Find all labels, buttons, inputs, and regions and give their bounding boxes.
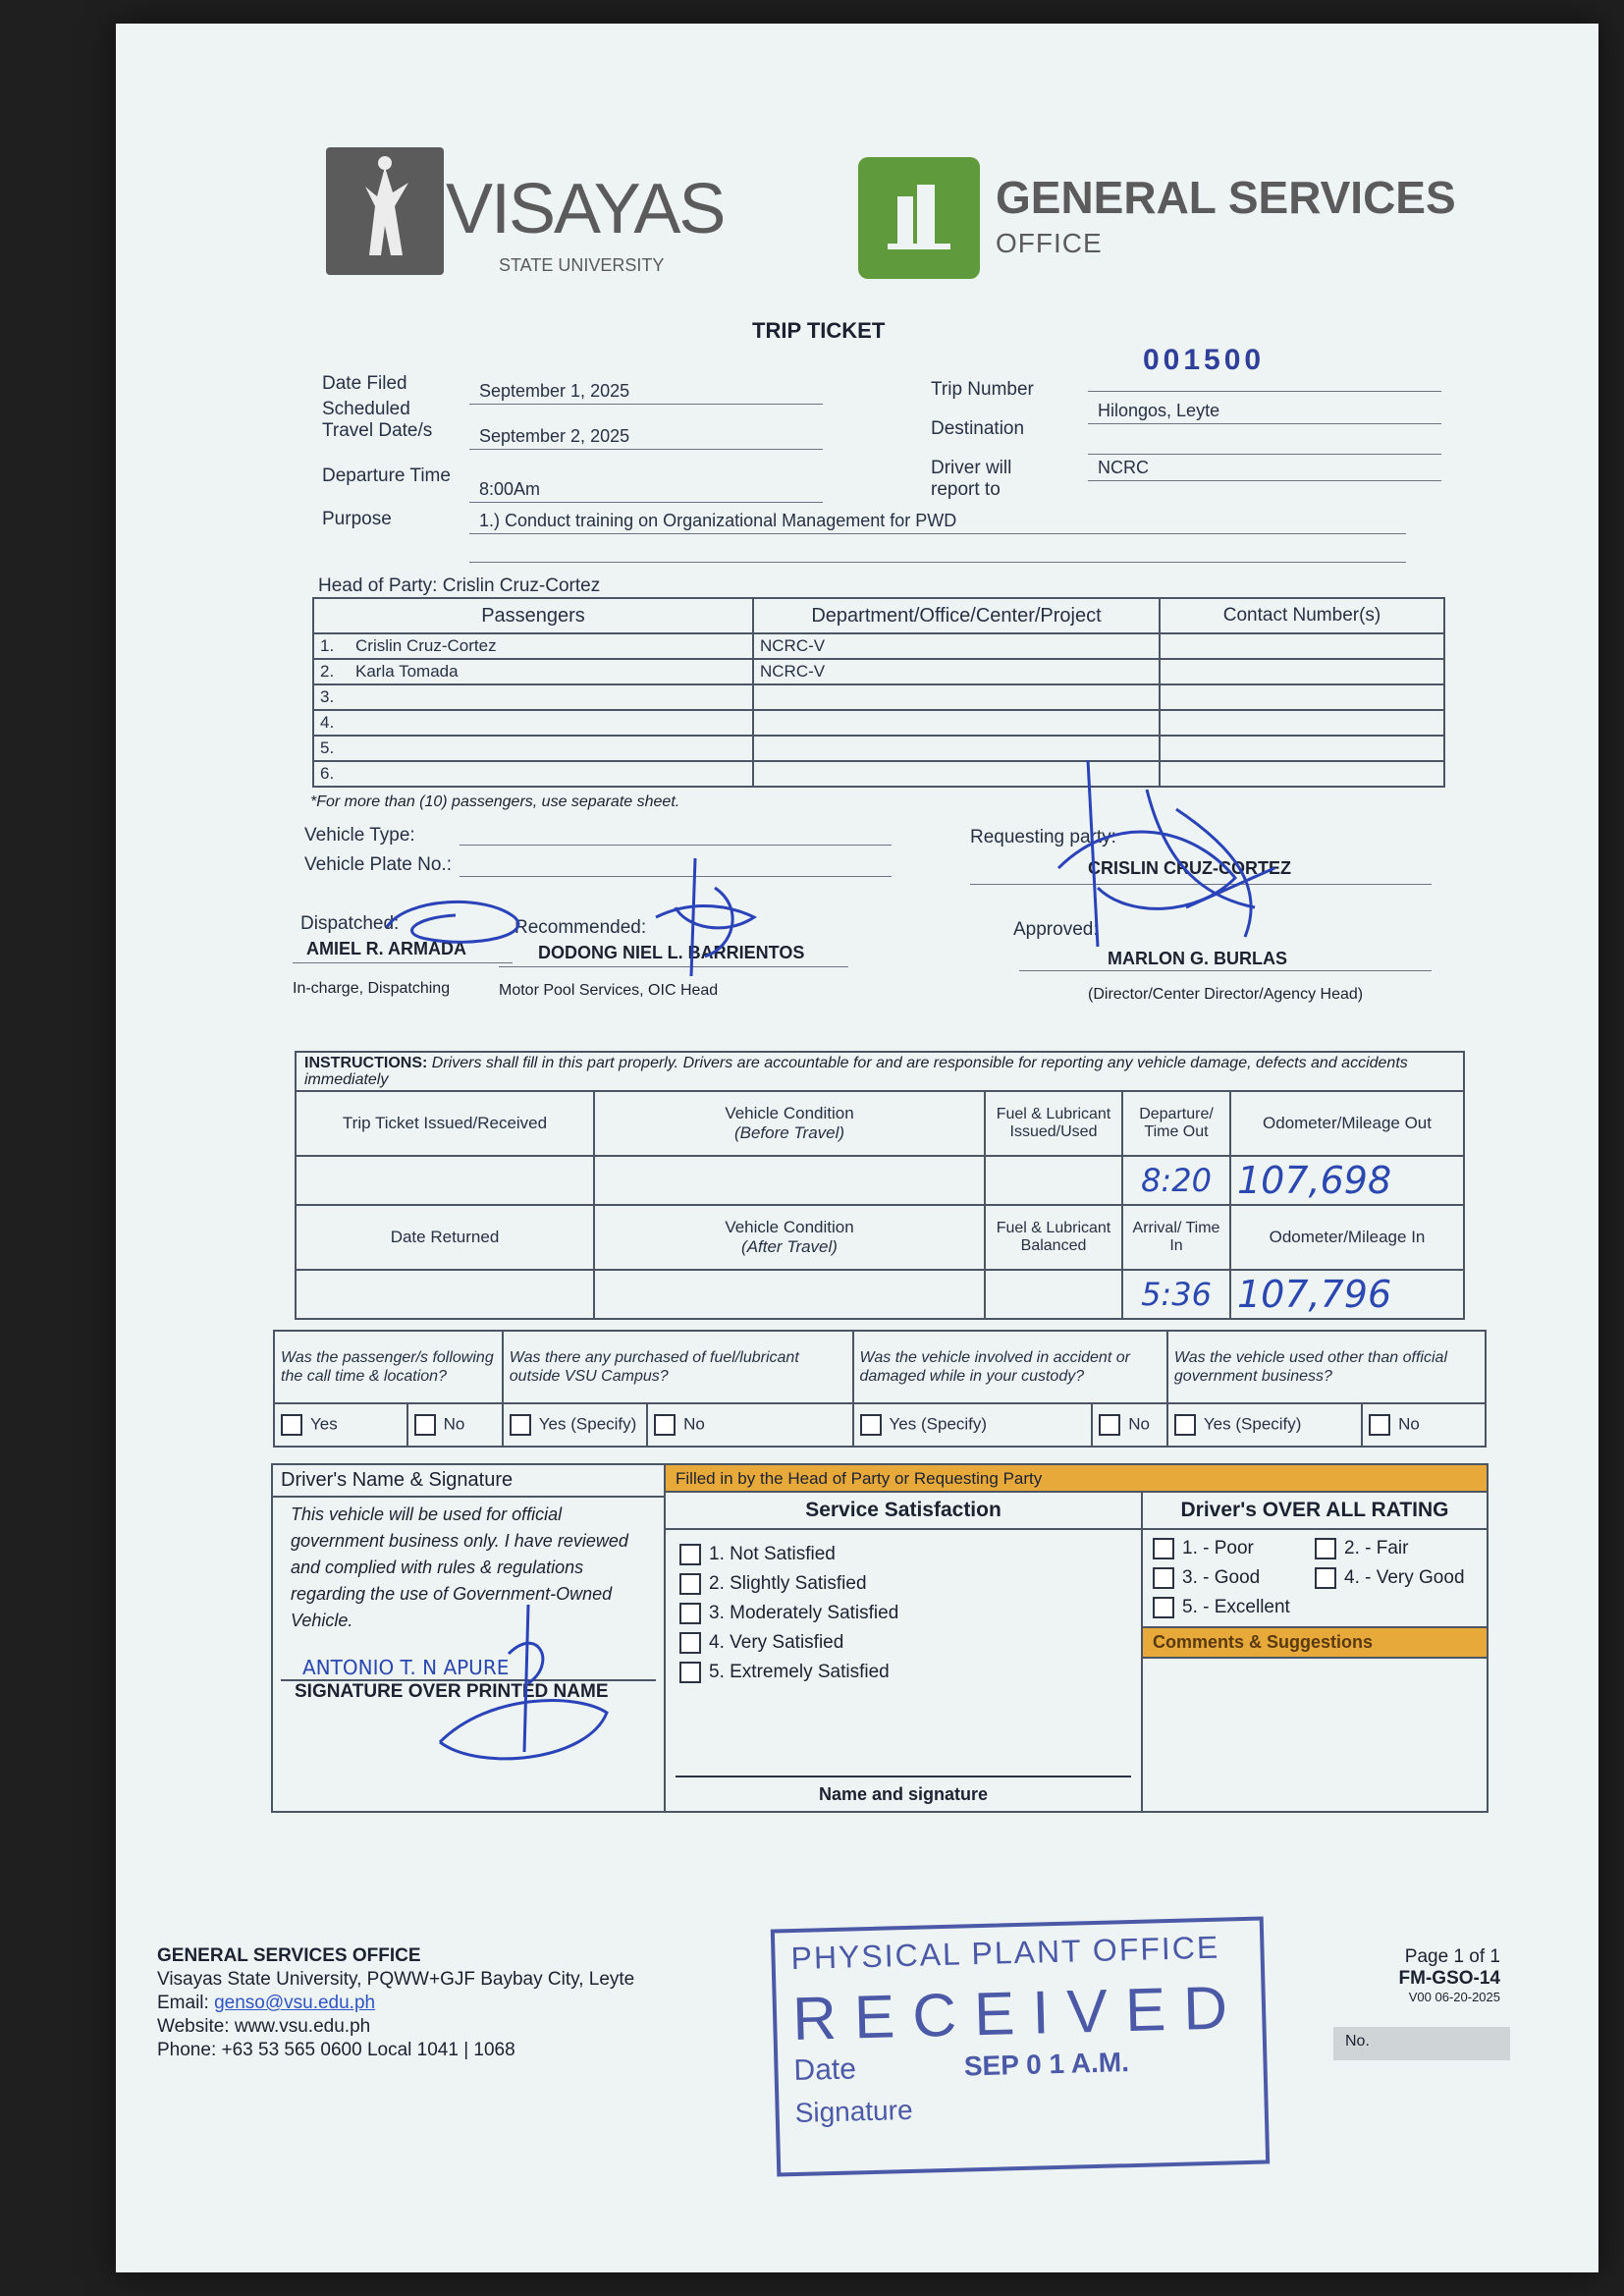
scheduled-label: Scheduled — [322, 399, 410, 419]
answer-yes[interactable]: Yes (Specify) — [853, 1403, 1093, 1447]
question-text: Was the passenger/s following the call time & location? — [274, 1331, 503, 1403]
passenger-name: 3. — [313, 684, 753, 710]
recommended-name: DODONG NIEL L. BARRIENTOS — [538, 943, 805, 962]
instructions-lead: INSTRUCTIONS: — [304, 1055, 428, 1071]
h-departure: Departure/ Time Out — [1122, 1091, 1230, 1156]
footer-contact — [157, 1944, 634, 2062]
h-odometer-in: Odometer/Mileage In — [1230, 1205, 1464, 1270]
approved-label: Approved: — [1013, 919, 1099, 940]
footer-phone: Phone: +63 53 565 0600 Local 1041 | 1068 — [157, 2040, 515, 2060]
checkbox-icon[interactable] — [860, 1414, 882, 1436]
col-passengers: Passengers — [313, 598, 753, 633]
rating-option[interactable]: 5. - Excellent — [1153, 1597, 1315, 1618]
service-option[interactable]: 4. Very Satisfied — [679, 1632, 1127, 1654]
checkbox-icon[interactable] — [1153, 1567, 1174, 1589]
head-of-party: Head of Party: Crislin Cruz-Cortez — [318, 575, 601, 596]
service-option[interactable]: 2. Slightly Satisfied — [679, 1573, 1127, 1595]
departure-time-value: 8:00Am — [469, 479, 823, 503]
stamp-date-label: Date — [793, 2052, 857, 2088]
passenger-name: 4. — [313, 710, 753, 736]
stamp-office: PHYSICAL PLANT OFFICE — [790, 1929, 1220, 1977]
dispatched-name: AMIEL R. ARMADA — [306, 939, 466, 958]
report-to-label: Driver will — [931, 458, 1012, 478]
requesting-party-name: CRISLIN CRUZ-CORTEZ — [1088, 858, 1291, 878]
driver-heading: Driver's Name & Signature — [273, 1465, 664, 1498]
checkbox-icon[interactable] — [679, 1662, 701, 1683]
question-text: Was there any purchased of fuel/lubricant outside VSU Campus? — [503, 1331, 853, 1403]
questions-table — [273, 1330, 1487, 1448]
page-number: Page 1 of 1 — [1404, 1946, 1500, 1967]
instructions-box — [295, 1051, 1465, 1090]
report-to-label-2: report to — [931, 479, 1001, 500]
h-arrival: Arrival/ Time In — [1122, 1205, 1230, 1270]
passenger-name: 5. — [313, 736, 753, 761]
trip-number-label: Trip Number — [931, 379, 1034, 400]
col-contact: Contact Number(s) — [1160, 598, 1444, 633]
checkbox-icon[interactable] — [1315, 1567, 1336, 1589]
passenger-dept — [753, 684, 1160, 710]
dispatched-signature — [367, 888, 544, 957]
approved-title: (Director/Center Director/Agency Head) — [1088, 986, 1364, 1003]
driver-printed-signature: ANTONIO T. N APURE — [302, 1656, 510, 1679]
oblation-icon — [326, 147, 444, 275]
vsu-name: VISAYAS — [446, 170, 725, 248]
service-option[interactable]: 3. Moderately Satisfied — [679, 1603, 1127, 1624]
answer-no[interactable]: No — [647, 1403, 852, 1447]
h-fuel-issued: Fuel & Lubricant Issued/Used — [985, 1091, 1122, 1156]
travel-date-label: Travel Date/s — [322, 420, 433, 441]
footer-office: GENERAL SERVICES OFFICE — [157, 1945, 421, 1966]
rating-option[interactable]: 3. - Good — [1153, 1567, 1315, 1589]
passenger-contact — [1160, 710, 1444, 736]
approved-name: MARLON G. BURLAS — [1108, 949, 1287, 968]
passenger-row — [313, 710, 1444, 736]
destination-label: Destination — [931, 418, 1025, 439]
received-stamp — [771, 1916, 1270, 2176]
gso-subtitle: OFFICE — [996, 228, 1103, 258]
stamp-date: SEP 0 1 A.M. — [963, 2047, 1130, 2082]
answer-yes[interactable]: Yes — [274, 1403, 407, 1447]
passenger-dept — [753, 710, 1160, 736]
name-and-signature: Name and signature — [818, 1784, 989, 1804]
rating-option[interactable]: 2. - Fair — [1315, 1538, 1477, 1559]
dispatched-label: Dispatched: — [300, 913, 400, 934]
checkbox-icon[interactable] — [1174, 1414, 1196, 1436]
departure-time-label: Departure Time — [322, 465, 451, 486]
driver-signature — [410, 1595, 626, 1772]
checkbox-icon[interactable] — [1369, 1414, 1390, 1436]
dispatched-title: In-charge, Dispatching — [293, 980, 451, 997]
h-condition-after: Vehicle Condition (After Travel) — [594, 1205, 985, 1270]
footer-website: Website: www.vsu.edu.ph — [157, 2016, 371, 2037]
footer-form-info — [1324, 1946, 1500, 2004]
checkbox-icon[interactable] — [679, 1573, 701, 1595]
passenger-name: 6. — [313, 761, 753, 787]
checkbox-icon[interactable] — [510, 1414, 531, 1436]
recommended-label: Recommended: — [514, 917, 647, 938]
driver-statement: This vehicle will be used for official government business only. I have reviewed and complied with rules & regulations regarding the use of Government-Owned Vehicle. — [291, 1504, 628, 1630]
recommended-title: Motor Pool Services, OIC Head — [499, 982, 719, 999]
service-option[interactable]: 5. Extremely Satisfied — [679, 1662, 1127, 1683]
plate-no-label: Vehicle Plate No.: — [304, 854, 452, 875]
passenger-contact — [1160, 659, 1444, 684]
answer-no[interactable]: No — [407, 1403, 503, 1447]
comments-heading: Comments & Suggestions — [1143, 1626, 1487, 1659]
arrival-time-handwritten: 5:36 — [1122, 1270, 1230, 1319]
service-satisfaction-box — [664, 1493, 1143, 1813]
rating-option[interactable]: 1. - Poor — [1153, 1538, 1315, 1559]
footer-address: Visayas State University, PQWW+GJF Baybay City, Leyte — [157, 1969, 635, 1990]
passenger-row — [313, 684, 1444, 710]
question-text: Was the vehicle used other than official government business? — [1167, 1331, 1486, 1403]
email-link[interactable]: genso@vsu.edu.ph — [214, 1993, 376, 2013]
checkbox-icon[interactable] — [679, 1603, 701, 1624]
checkbox-icon[interactable] — [414, 1414, 436, 1436]
purpose-value: 1.) Conduct training on Organizational Management for PWD — [469, 511, 1406, 534]
gso-title: GENERAL SERVICES — [996, 172, 1456, 223]
approved-signature — [1039, 750, 1294, 966]
ticket-number: 001500 — [1143, 344, 1266, 376]
passenger-name: 1. Crislin Cruz-Cortez — [313, 633, 753, 659]
h-odometer-out: Odometer/Mileage Out — [1230, 1091, 1464, 1156]
rating-option[interactable]: 4. - Very Good — [1315, 1567, 1477, 1589]
odometer-out-handwritten: 107,698 — [1230, 1156, 1464, 1205]
passenger-dept: NCRC-V — [753, 659, 1160, 684]
answer-yes[interactable]: Yes (Specify) — [1167, 1403, 1362, 1447]
vehicle-type-label: Vehicle Type: — [304, 825, 415, 846]
recommended-signature — [636, 848, 784, 986]
service-option[interactable]: 1. Not Satisfied — [679, 1544, 1127, 1565]
vehicle-log-table — [295, 1090, 1465, 1320]
checkbox-icon[interactable] — [281, 1414, 302, 1436]
checkbox-icon[interactable] — [654, 1414, 676, 1436]
h-condition-before: Vehicle Condition (Before Travel) — [594, 1091, 985, 1156]
rating-box — [1143, 1493, 1489, 1813]
rating-heading: Driver's OVER ALL RATING — [1143, 1493, 1487, 1530]
purpose-label: Purpose — [322, 509, 392, 529]
stamp-received: RECEIVED — [791, 1974, 1246, 2054]
report-to-value: NCRC — [1088, 458, 1441, 481]
departure-time-handwritten: 8:20 — [1122, 1156, 1230, 1205]
form-version: V00 06-20-2025 — [1408, 1990, 1500, 2004]
instructions-text: Drivers shall fill in this part properly. Drivers are accountable for and are responsible for reporting any vehicle damage, defects and accidents immediately — [304, 1055, 1408, 1088]
date-filed-label: Date Filed — [322, 373, 407, 394]
vsu-logo — [326, 147, 444, 275]
service-heading: Service Satisfaction — [666, 1493, 1141, 1530]
checkbox-icon[interactable] — [1153, 1597, 1174, 1618]
stamp-signature-label: Signature — [794, 2094, 913, 2129]
form-code: FM-GSO-14 — [1398, 1968, 1500, 1989]
answer-no[interactable]: No — [1092, 1403, 1167, 1447]
odometer-in-handwritten: 107,796 — [1230, 1270, 1464, 1319]
question-text: Was the vehicle involved in accident or damaged while in your custody? — [853, 1331, 1167, 1403]
passenger-contact — [1160, 633, 1444, 659]
building-icon — [858, 157, 980, 279]
passenger-row — [313, 633, 1444, 659]
footer-email: Email: genso@vsu.edu.ph — [157, 1993, 376, 2013]
form-title: TRIP TICKET — [752, 318, 886, 343]
scheduled-date-value: September 2, 2025 — [469, 426, 823, 450]
passenger-row — [313, 659, 1444, 684]
checkbox-icon[interactable] — [1153, 1538, 1174, 1559]
answer-no[interactable]: No — [1362, 1403, 1486, 1447]
h-ticket-issued: Trip Ticket Issued/Received — [296, 1091, 594, 1156]
feedback-banner: Filled in by the Head of Party or Requesting Party — [664, 1463, 1489, 1493]
control-no-box: No. — [1333, 2027, 1510, 2060]
answer-yes[interactable]: Yes (Specify) — [503, 1403, 647, 1447]
h-fuel-balanced: Fuel & Lubricant Balanced — [985, 1205, 1122, 1270]
gso-logo — [858, 157, 980, 279]
destination-value: Hilongos, Leyte — [1088, 401, 1441, 424]
checkbox-icon[interactable] — [1099, 1414, 1120, 1436]
checkbox-icon[interactable] — [679, 1544, 701, 1565]
vsu-subtitle: STATE UNIVERSITY — [499, 255, 665, 275]
passenger-dept: NCRC-V — [753, 633, 1160, 659]
date-filed-value: September 1, 2025 — [469, 381, 823, 405]
col-department: Department/Office/Center/Project — [753, 598, 1160, 633]
h-date-returned: Date Returned — [296, 1205, 594, 1270]
requesting-party-label: Requesting party: — [970, 827, 1116, 847]
checkbox-icon[interactable] — [1315, 1538, 1336, 1559]
trip-ticket-page — [116, 24, 1598, 2272]
passenger-contact — [1160, 684, 1444, 710]
checkbox-icon[interactable] — [679, 1632, 701, 1654]
passenger-name: 2. Karla Tomada — [313, 659, 753, 684]
passenger-note: *For more than (10) passengers, use separate sheet. — [310, 793, 680, 810]
signature-caption: SIGNATURE OVER PRINTED NAME — [281, 1679, 656, 1703]
